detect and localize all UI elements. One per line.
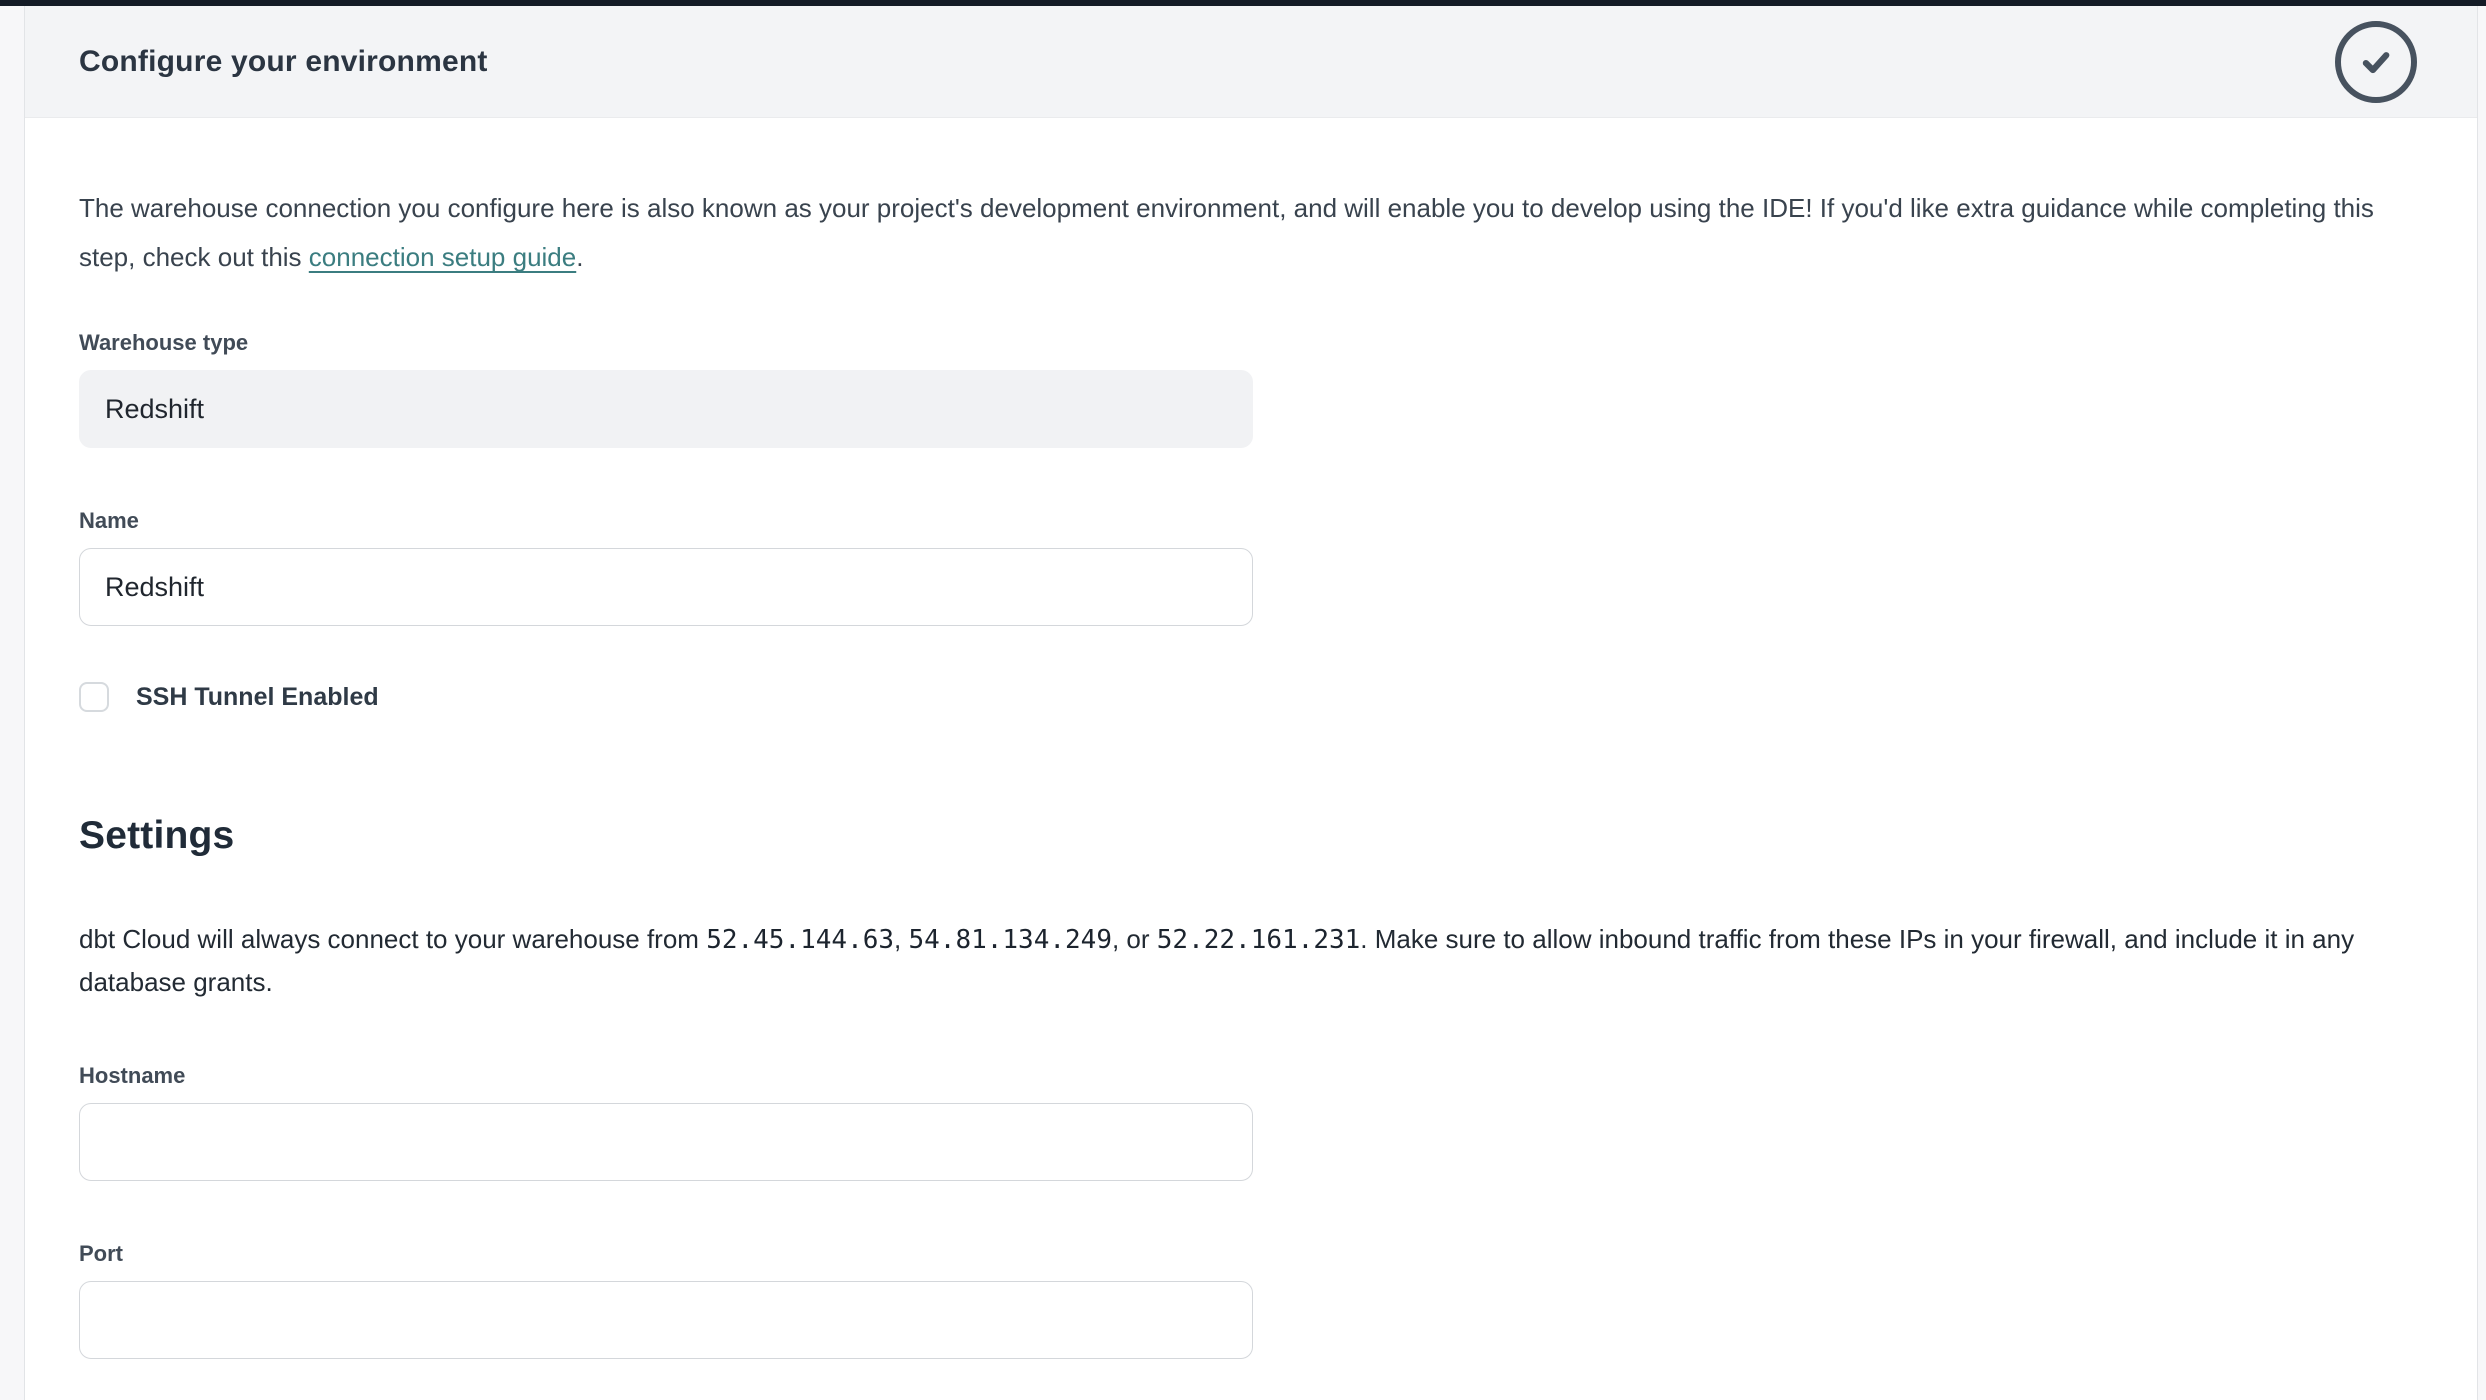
warehouse-type-label: Warehouse type — [79, 330, 249, 355]
port-field — [79, 1241, 1253, 1359]
connection-setup-guide-link[interactable]: connection setup guide — [308, 242, 577, 272]
ssh-tunnel-label: SSH Tunnel Enabled — [136, 682, 379, 711]
settings-desc-part2: . Make sure to allow inbound traffic from these IPs in your firewall, and include it in any database grants. — [79, 924, 2355, 997]
ip-address-1: 52.45.144.63 — [706, 925, 895, 955]
intro-text-before: The warehouse connection you configure here is also known as your project's development environment, and will enable you to develop using the IDE! If you'd like extra guidance while completing this step, check out this — [79, 193, 2374, 272]
card-body — [25, 118, 2477, 1400]
port-label: Port — [79, 1241, 123, 1266]
name-field — [79, 508, 1253, 626]
ssh-tunnel-row — [79, 682, 2417, 712]
port-input[interactable] — [79, 1281, 1253, 1359]
warehouse-type-field — [79, 330, 1253, 448]
ip-address-3: 52.22.161.231 — [1156, 925, 1361, 955]
warehouse-type-input — [79, 370, 1253, 448]
ssh-tunnel-checkbox[interactable] — [79, 682, 109, 712]
intro-text-after: . — [576, 242, 584, 272]
page — [0, 6, 2486, 1400]
checkmark-icon — [2354, 40, 2398, 84]
settings-description — [79, 918, 2417, 1003]
page-title: Configure your environment — [79, 44, 488, 78]
card-header — [25, 6, 2477, 118]
right-gutter — [2477, 6, 2486, 1400]
check-circle-icon — [2335, 21, 2417, 103]
name-label: Name — [79, 508, 139, 533]
intro-text — [79, 184, 2379, 282]
hostname-label: Hostname — [79, 1063, 186, 1088]
name-input[interactable] — [79, 548, 1253, 626]
settings-desc-sep1: , — [894, 924, 909, 954]
hostname-field — [79, 1063, 1253, 1181]
settings-heading: Settings — [79, 814, 235, 857]
settings-desc-part1: dbt Cloud will always connect to your warehouse from — [79, 924, 707, 954]
left-gutter — [0, 6, 25, 1400]
hostname-input[interactable] — [79, 1103, 1253, 1181]
configure-environment-card — [25, 6, 2477, 1400]
ip-address-2: 54.81.134.249 — [908, 925, 1112, 955]
settings-desc-sep2: , or — [1111, 924, 1157, 954]
